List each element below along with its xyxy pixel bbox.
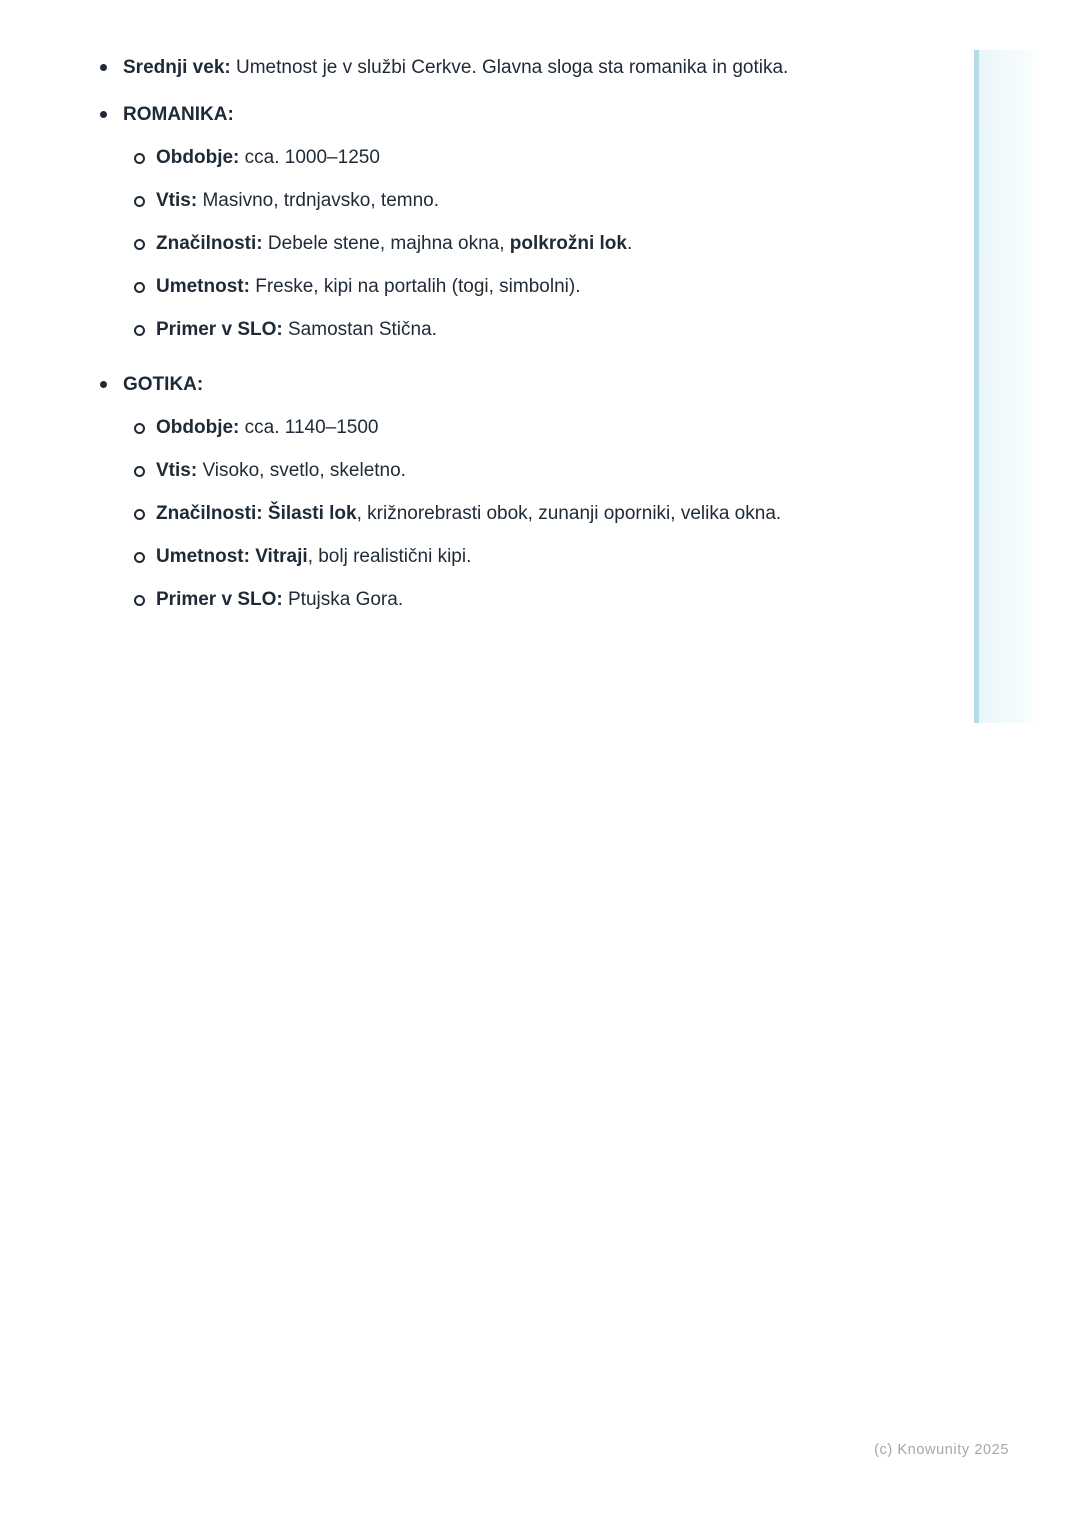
list-item-label: Vtis: [156, 190, 198, 211]
list-item-text: cca. 1000–1250 [239, 147, 380, 168]
list-item-label: Značilnosti: [156, 233, 263, 254]
list-item-label: Vtis: [156, 460, 198, 481]
circle-bullet-icon [134, 466, 145, 477]
notes-bullet-list [0, 52, 800, 627]
disc-bullet-icon [100, 64, 107, 71]
disc-bullet-icon [100, 111, 107, 118]
list-item-text: cca. 1140–1500 [239, 417, 379, 438]
list-item-label: ROMANIKA: [123, 104, 234, 125]
sub-list-item [0, 142, 800, 173]
list-item-text: , bolj realistični kipi. [307, 546, 472, 567]
list-item-label: Umetnost: [156, 276, 250, 297]
circle-bullet-icon [134, 239, 145, 250]
sub-list-item [0, 228, 800, 259]
sub-list-item [0, 584, 800, 615]
list-item [0, 52, 800, 83]
circle-bullet-icon [134, 153, 145, 164]
list-item-label: Srednji vek: [123, 57, 231, 78]
list-item-text: Masivno, trdnjavsko, temno. [197, 190, 440, 211]
list-item [0, 369, 800, 400]
circle-bullet-icon [134, 423, 145, 434]
list-item-label: Umetnost: Vitraji [156, 546, 308, 567]
list-item-label: GOTIKA: [123, 374, 204, 395]
circle-bullet-icon [134, 595, 145, 606]
list-item-text: Visoko, svetlo, skeletno. [197, 460, 406, 481]
sub-list-item [0, 541, 800, 572]
list-item-label: polkrožni lok [509, 233, 627, 254]
list-item-label: Značilnosti: Šilasti lok [156, 503, 357, 524]
sub-list-item [0, 185, 800, 216]
list-item-text: Umetnost je v službi Cerkve. Glavna sloga sta romanika in gotika. [230, 57, 789, 78]
sub-list-item [0, 314, 800, 345]
list-item-text: , križnorebrasti obok, zunanji oporniki, velika okna. [356, 503, 782, 524]
list-item-text: Ptujska Gora. [282, 589, 404, 610]
list-item-label: Obdobje: [156, 147, 240, 168]
circle-bullet-icon [134, 196, 145, 207]
list-item-label: Obdobje: [156, 417, 240, 438]
list-item-text: . [626, 233, 633, 254]
circle-bullet-icon [134, 282, 145, 293]
circle-bullet-icon [134, 325, 145, 336]
sub-list-item [0, 498, 800, 529]
sub-list-item [0, 412, 800, 443]
list-item-text: Debele stene, majhna okna, [262, 233, 510, 254]
list-item-text: Freske, kipi na portalih (togi, simbolni). [249, 276, 581, 297]
list-item-text: Samostan Stična. [282, 319, 437, 340]
page-accent-stripe [974, 50, 1033, 723]
sub-list-item [0, 455, 800, 486]
disc-bullet-icon [100, 381, 107, 388]
list-item [0, 99, 800, 130]
circle-bullet-icon [134, 509, 145, 520]
circle-bullet-icon [134, 552, 145, 563]
list-item-label: Primer v SLO: [156, 589, 283, 610]
list-item-label: Primer v SLO: [156, 319, 283, 340]
copyright-watermark: (c) Knowunity 2025 [874, 1442, 1009, 1458]
sub-list-item [0, 271, 800, 302]
